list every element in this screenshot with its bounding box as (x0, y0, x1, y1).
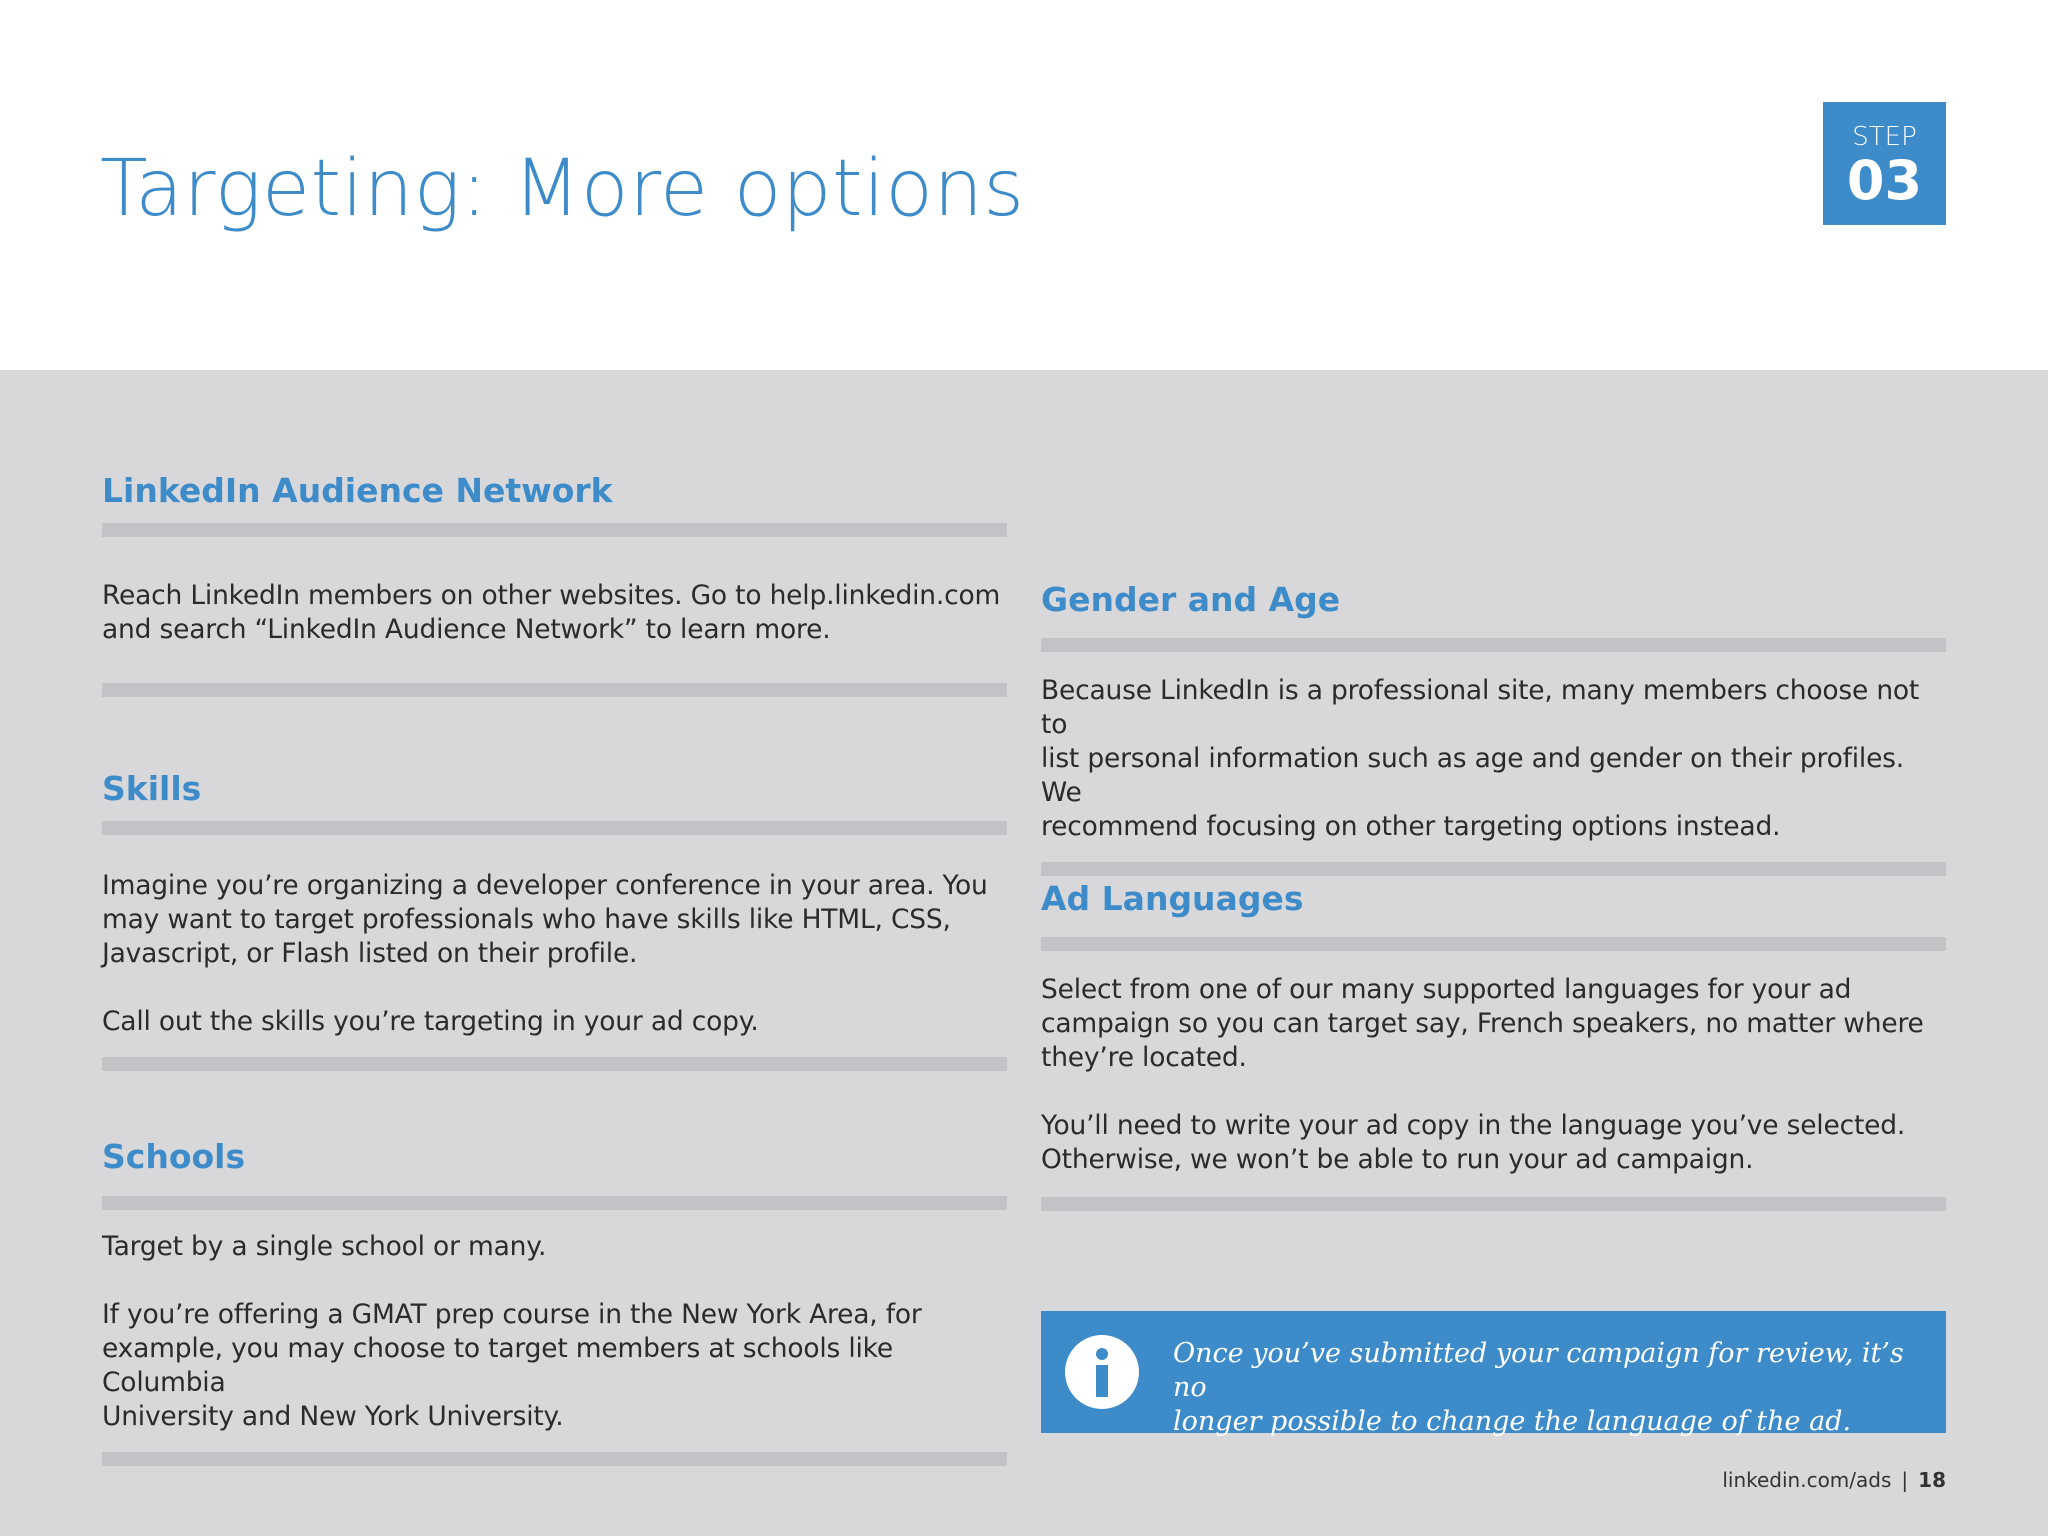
text-line: University and New York University. (102, 1401, 564, 1432)
section-divider (1041, 1197, 1946, 1211)
step-badge (1823, 102, 1946, 225)
text-line: campaign so you can target say, French speakers, no matter where (1041, 1008, 1924, 1039)
footer-separator: | (1901, 1468, 1909, 1492)
text-line: Select from one of our many supported languages for your ad (1041, 974, 1852, 1005)
section-divider (1041, 638, 1946, 652)
text-line: they’re located. (1041, 1042, 1247, 1073)
section-divider (102, 523, 1007, 537)
section-body (102, 1230, 1007, 1434)
section-heading: Ad Languages (1041, 879, 1304, 918)
note-text (1173, 1337, 1913, 1439)
text-line: and search “LinkedIn Audience Network” to learn more. (102, 614, 831, 645)
text-line: Imagine you’re organizing a developer conference in your area. You (102, 870, 988, 901)
text-line: Because LinkedIn is a professional site, many members choose not to (1041, 675, 1920, 740)
section-heading: Skills (102, 769, 202, 808)
page-number: 18 (1918, 1468, 1946, 1492)
text-line: You’ll need to write your ad copy in the language you’ve selected. (1041, 1110, 1906, 1141)
section-body (102, 579, 1007, 647)
section-heading: LinkedIn Audience Network (102, 471, 613, 510)
section-body (102, 869, 1007, 1039)
section-divider (102, 683, 1007, 697)
note-line: Once you’ve submitted your campaign for review, it’s no (1173, 1338, 1904, 1403)
section-divider (102, 1057, 1007, 1071)
text-line: If you’re offering a GMAT prep course in the New York Area, for (102, 1299, 922, 1330)
section-divider (102, 1452, 1007, 1466)
page-header (0, 0, 2048, 370)
section-divider (102, 821, 1007, 835)
section-skills (102, 769, 1007, 1071)
text-line: recommend focusing on other targeting options instead. (1041, 811, 1781, 842)
info-icon (1065, 1335, 1139, 1409)
step-number: 03 (1846, 149, 1923, 212)
note-line: longer possible to change the language of the ad. (1173, 1406, 1852, 1437)
text-line: example, you may choose to target members at schools like Columbia (102, 1333, 893, 1398)
section-body (1041, 973, 1946, 1177)
info-note (1041, 1311, 1946, 1437)
page-footer (1722, 1468, 1946, 1492)
footer-url: linkedin.com/ads (1722, 1468, 1892, 1492)
section-divider (1041, 937, 1946, 951)
section-body (1041, 674, 1946, 844)
section-gender-age (1041, 580, 1946, 876)
section-schools (102, 1137, 1007, 1466)
text-line: Call out the skills you’re targeting in your ad copy. (102, 1006, 759, 1037)
section-heading: Schools (102, 1137, 246, 1176)
section-divider (102, 1196, 1007, 1210)
section-audience-network (102, 471, 1007, 697)
section-heading: Gender and Age (1041, 580, 1341, 619)
page-title: Targeting: More options (100, 144, 1025, 234)
text-line: Javascript, or Flash listed on their profile. (102, 938, 638, 969)
text-line: list personal information such as age and gender on their profiles. We (1041, 743, 1905, 808)
text-line: Target by a single school or many. (102, 1231, 547, 1262)
text-line: may want to target professionals who have skills like HTML, CSS, (102, 904, 951, 935)
text-line: Otherwise, we won’t be able to run your ad campaign. (1041, 1144, 1754, 1175)
step-label: STEP (1852, 122, 1917, 152)
section-ad-languages (1041, 879, 1946, 1211)
text-line: Reach LinkedIn members on other websites. Go to help.linkedin.com (102, 580, 1001, 611)
section-divider (1041, 862, 1946, 876)
